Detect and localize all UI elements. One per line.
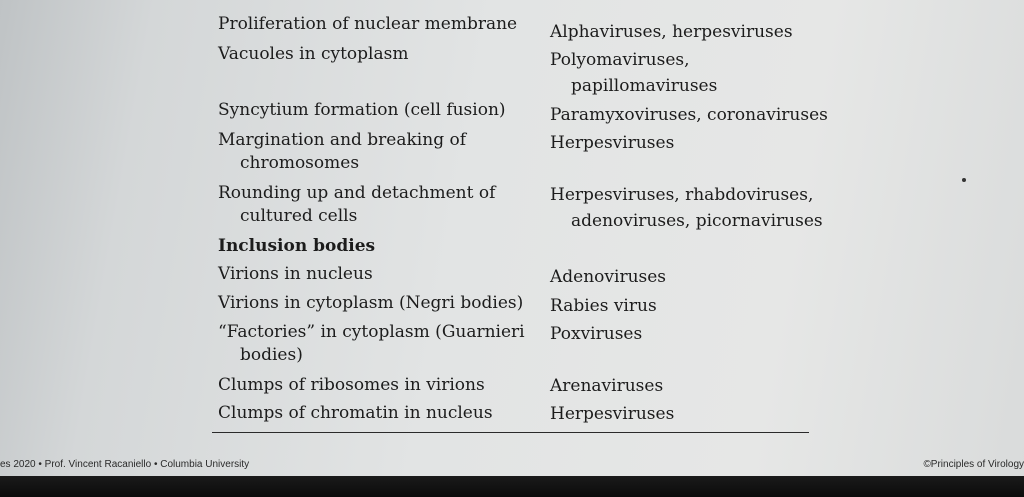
monitor-bezel: [0, 476, 1024, 497]
footer-credit: es 2020 • Prof. Vincent Racaniello • Columbia University: [0, 459, 250, 470]
footer-copyright: ©Principles of Virology: [923, 459, 1024, 470]
row-feature: Vacuoles in cytoplasm: [218, 44, 409, 64]
row-virus-continued: adenoviruses, picornaviruses: [571, 211, 823, 231]
row-feature: Virions in cytoplasm (Negri bodies): [218, 293, 524, 313]
row-feature-continued: cultured cells: [240, 206, 358, 226]
table-bottom-rule: [212, 432, 809, 433]
row-virus: Polyomaviruses,: [550, 50, 690, 70]
row-virus: Rabies virus: [550, 296, 657, 316]
row-feature-continued: bodies): [240, 345, 303, 365]
row-virus: Alphaviruses, herpesviruses: [550, 22, 793, 42]
row-virus: Herpesviruses, rhabdoviruses,: [550, 185, 814, 205]
row-virus: Herpesviruses: [550, 133, 675, 153]
row-virus: Poxviruses: [550, 324, 643, 344]
row-virus: Arenaviruses: [550, 376, 664, 396]
row-feature: Margination and breaking of: [218, 130, 467, 150]
row-virus-continued: papillomaviruses: [571, 76, 718, 96]
row-feature: “Factories” in cytoplasm (Guarnieri: [218, 322, 525, 342]
row-feature: Clumps of ribosomes in virions: [218, 375, 485, 395]
row-virus: Paramyxoviruses, coronaviruses: [550, 105, 828, 125]
screen-speck: [962, 178, 966, 182]
row-feature: Virions in nucleus: [218, 264, 373, 284]
row-virus: Adenoviruses: [550, 267, 667, 287]
row-virus: Herpesviruses: [550, 404, 675, 424]
section-heading: Inclusion bodies: [218, 236, 376, 256]
row-feature: Rounding up and detachment of: [218, 183, 496, 203]
row-feature: Proliferation of nuclear membrane: [218, 14, 518, 34]
row-feature: Clumps of chromatin in nucleus: [218, 403, 493, 423]
row-feature: Syncytium formation (cell fusion): [218, 100, 506, 120]
row-feature-continued: chromosomes: [240, 153, 360, 173]
